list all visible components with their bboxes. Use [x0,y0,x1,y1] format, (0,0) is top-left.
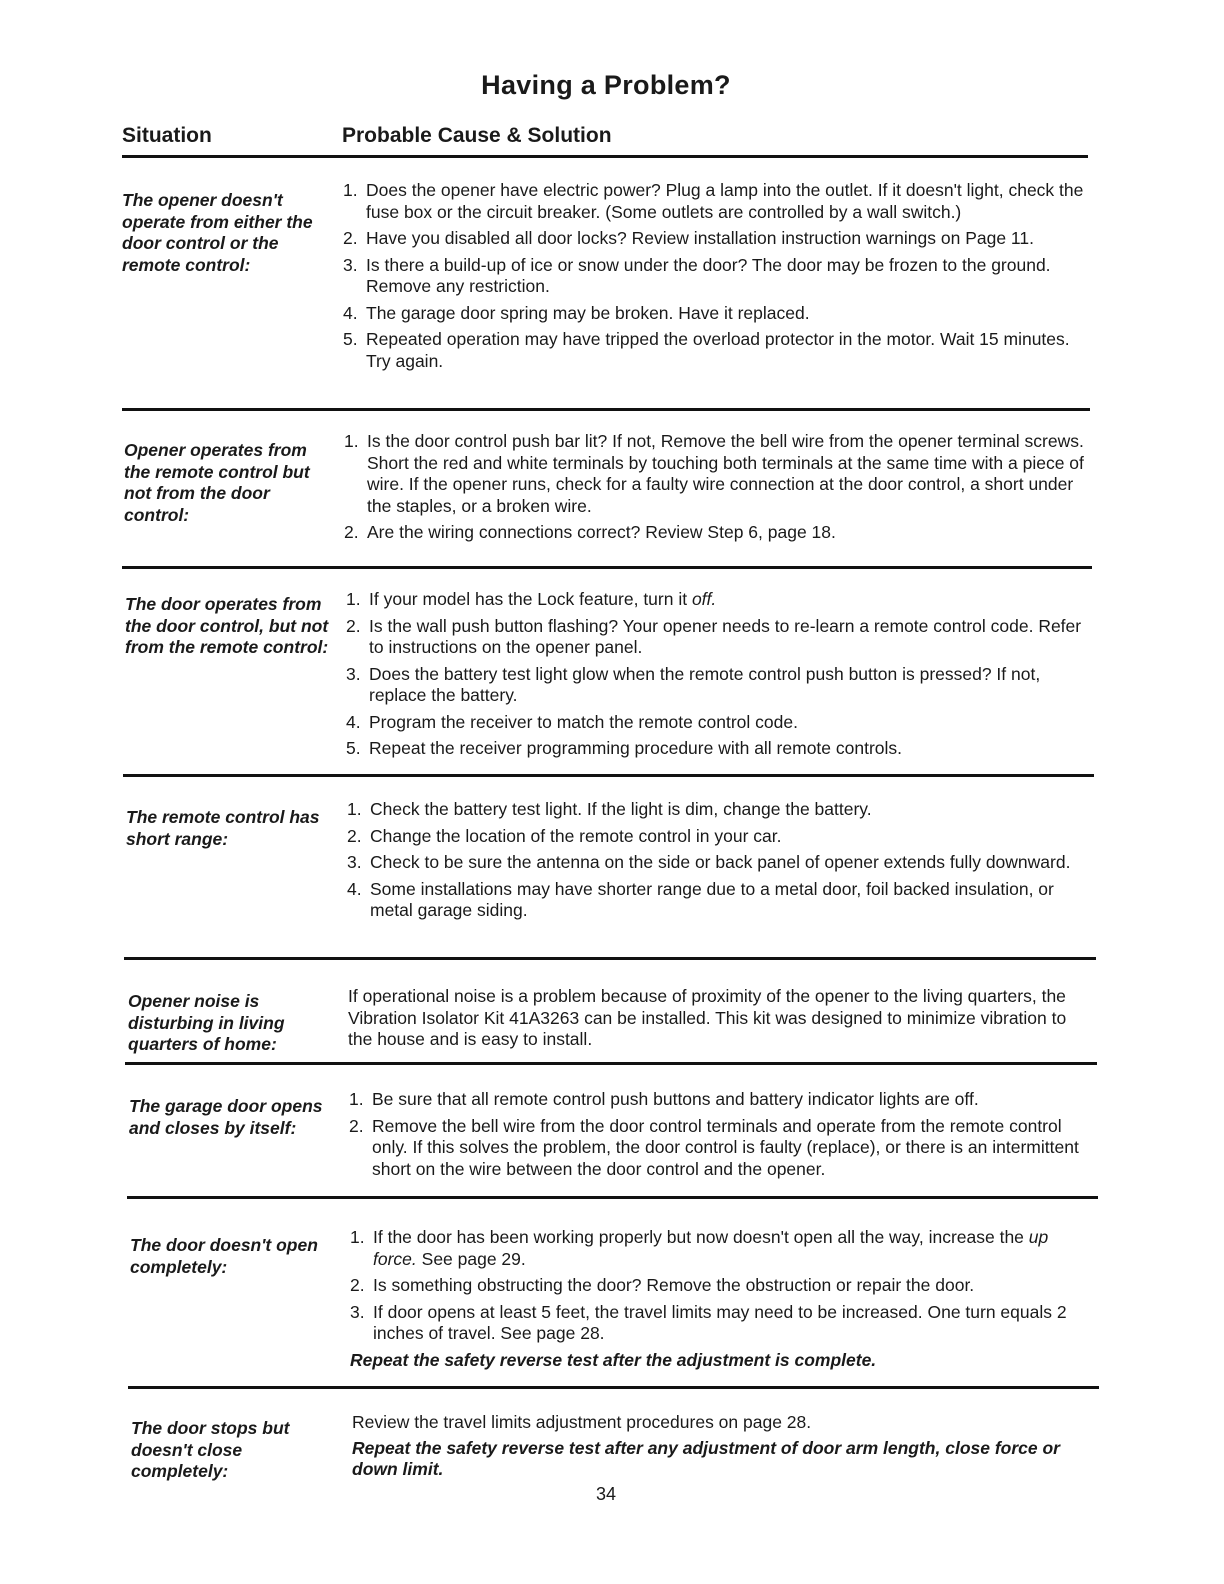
solution-item: 1. Does the opener have electric power? Plug a lamp into the outlet. If it doesn't light, check the fuse box or the circuit breaker. (Some outlets are controlled by a wall switch.) [343,180,1084,222]
solution-item: 2. Remove the bell wire from the door control terminals and operate from the remote control only. If this solves the problem, the door control is faulty (replace), or there is an intermittent short on the wire between the door control and the opener. [349,1115,1079,1179]
solution-item: 3. If door opens at least 5 feet, the travel limits may need to be increased. One turn equals 2 inches of travel. See page 28. [350,1301,1067,1343]
solution-item: 2. Have you disabled all door locks? Review installation instruction warnings on Page 11. [343,228,1034,248]
solution-block [350,1227,1092,1375]
situation-label: The door stops but doesn't close completely: [131,1418,290,1481]
solution-item: 1. Be sure that all remote control push buttons and battery indicator lights are off. [349,1089,979,1109]
header-rule [122,155,1088,158]
situation-label: The garage door opens and closes by itself: [129,1096,323,1138]
situation-label: The remote control has short range: [126,807,320,849]
solution-item: 1. If your model has the Lock feature, turn it off. [346,589,717,609]
solution-block [346,589,1088,765]
section-divider [125,1062,1097,1065]
situation-label: Opener noise is disturbing in living quarters of home: [128,991,285,1054]
solution-item: 4. The garage door spring may be broken. Have it replaced. [343,302,810,323]
solution-paragraph: Review the travel limits adjustment procedures on page 28. [352,1412,812,1432]
solution-item: 2. Are the wiring connections correct? Review Step 6, page 18. [344,522,836,542]
situation-column-header: Situation [122,124,212,147]
cause-column-header: Probable Cause & Solution [342,124,612,147]
solution-item: 3. Is there a build-up of ice or snow under the door? The door may be frozen to the ground. Remove any restriction. [343,254,1051,296]
section-divider [122,566,1092,569]
solution-item: 5. Repeated operation may have tripped the overload protector in the motor. Wait 15 minutes. Try again. [343,329,1070,371]
safety-note: Repeat the safety reverse test after any adjustment of door arm length, close force or down limit. [352,1437,1060,1479]
solution-block [348,986,1090,1055]
solution-item: 4. Program the receiver to match the remote control code. [346,711,798,732]
section-divider [124,957,1096,960]
solution-item: 3. Does the battery test light glow when the remote control push button is pressed? If not, replace the battery. [346,663,1041,705]
solution-block [347,799,1089,927]
solution-item: 1. Check the battery test light. If the light is dim, change the battery. [347,799,872,819]
solution-item: 2. Is the wall push button flashing? Your opener needs to re-learn a remote control code. Refer to instructions on the opener panel. [346,615,1082,657]
solution-item: 2. Change the location of the remote control in your car. [347,825,782,846]
solution-block [344,431,1086,549]
section-divider [123,774,1094,777]
safety-note: Repeat the safety reverse test after the adjustment is complete. [350,1349,877,1370]
situation-label: The opener doesn't operate from either the door control or the remote control: [122,190,313,275]
section-divider [127,1196,1098,1199]
solution-block [343,180,1085,377]
solution-paragraph: If operational noise is a problem because of proximity of the opener to the living quarters, the Vibration Isolator Kit 41A3263 can be installed. This kit was designed to minimize vibration to the house and is easy to install. [348,986,1067,1049]
solution-item: 1. If the door has been working properly but now doesn't open all the way, increase the up force. See page 29. [350,1227,1049,1269]
solution-item: 3. Check to be sure the antenna on the side or back panel of opener extends fully downward. [347,852,1071,872]
page-number: 34 [596,1484,617,1504]
situation-label: The door doesn't open completely: [130,1235,318,1277]
section-divider [128,1386,1099,1389]
solution-block [352,1412,1094,1485]
solution-item: 4. Some installations may have shorter range due to a metal door, foil backed insulation, or metal garage siding. [347,878,1054,920]
section-divider [122,408,1090,411]
solution-item: 5. Repeat the receiver programming procedure with all remote controls. [346,738,903,758]
situation-label: The door operates from the door control, but not from the remote control: [125,594,329,657]
solution-item: 2. Is something obstructing the door? Remove the obstruction or repair the door. [350,1275,975,1295]
situation-label: Opener operates from the remote control but not from the door control: [124,440,310,525]
solution-item: 1. Is the door control push bar lit? If not, Remove the bell wire from the opener terminal screws. Short the red and white terminals by touching both terminals at the same time with a piece of wire. If the opener runs, check for a faulty wire connection at the door control, a short under the staples, or a broken wire. [344,431,1084,516]
solution-block [349,1089,1091,1185]
page-title: Having a Problem? [481,70,731,100]
